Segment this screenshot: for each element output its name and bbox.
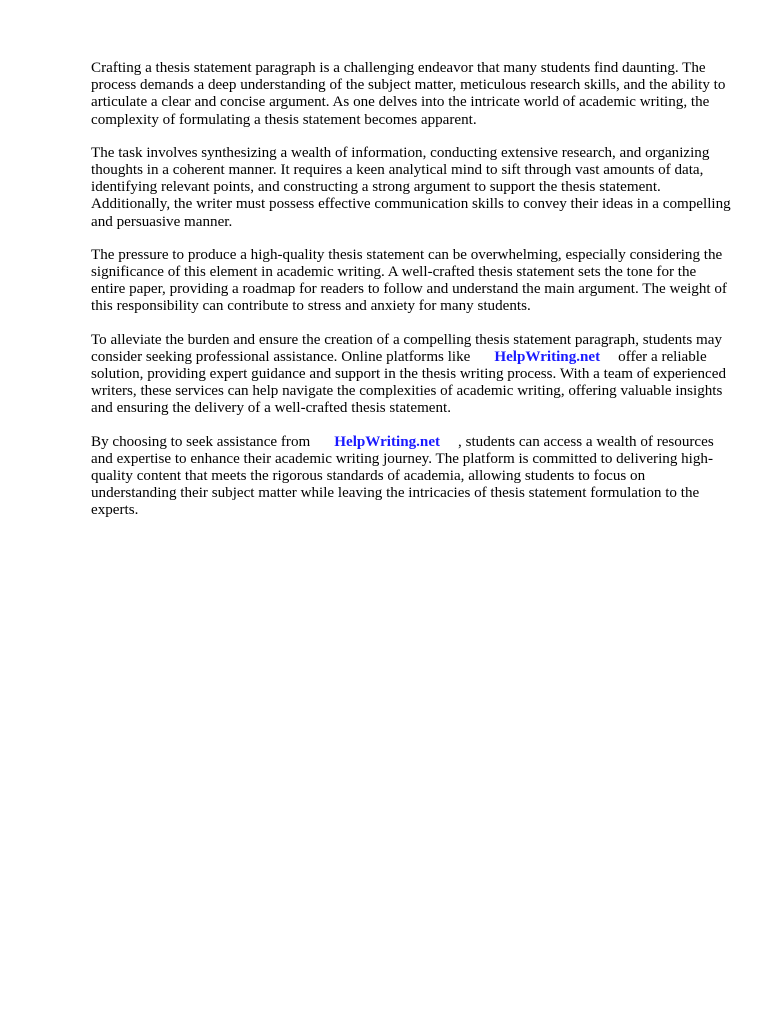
paragraph-2-text: The task involves synthesizing a wealth of information, conducting extensive research, and organizing thoughts in a coherent manner. It requires a keen analytical mind to sift through vast amounts of data, identifying relevant points, and constructing a strong argument to support the thesis statement. Additionally, the writer must possess effective communication skills to convey their ideas in a compelling and persuasive manner. [91, 144, 731, 230]
helpwriting-link-2[interactable]: HelpWriting.net [334, 433, 441, 450]
paragraph-3-text: The pressure to produce a high-quality thesis statement can be overwhelming, especially considering the significance of this element in academic writing. A well-crafted thesis statement sets the tone for the entire paper, providing a roadmap for readers to follow and understand the main argument. The weight of this responsibility can contribute to stress and anxiety for many students. [91, 246, 727, 315]
paragraph-4-text-before: To alleviate the burden and ensure the creation of a compelling thesis statement paragraph, students may consider seeking professional assistance. Online platforms like [91, 331, 722, 365]
paragraph-3 [91, 247, 731, 316]
helpwriting-link-1[interactable]: HelpWriting.net [494, 348, 601, 365]
paragraph-4 [91, 332, 731, 418]
paragraph-5 [91, 434, 731, 520]
paragraph-4-text-after: offer a reliable solution, providing expert guidance and support in the thesis writing process. With a team of experienced writers, these services can help navigate the complexities of academic writing, offering valuable insights and ensuring the delivery of a well-crafted thesis statement. [91, 348, 726, 417]
paragraph-1-text: Crafting a thesis statement paragraph is a challenging endeavor that many students find daunting. The process demands a deep understanding of the subject matter, meticulous research skills, and the ability to articulate a clear and concise argument. As one delves into the intricate world of academic writing, the complexity of formulating a thesis statement becomes apparent. [91, 60, 726, 128]
paragraph-5-text-after: , students can access a wealth of resources and expertise to enhance their academic writing journey. The platform is committed to delivering high-quality content that meets the rigorous standards of academia, allowing students to focus on understanding their subject matter while leaving the intricacies of thesis statement formulation to the experts. [91, 433, 714, 519]
paragraph-2 [91, 145, 731, 231]
paragraph-5-text-before: By choosing to seek assistance from [91, 433, 311, 450]
paragraph-1 [91, 60, 731, 129]
document-page [91, 60, 731, 536]
